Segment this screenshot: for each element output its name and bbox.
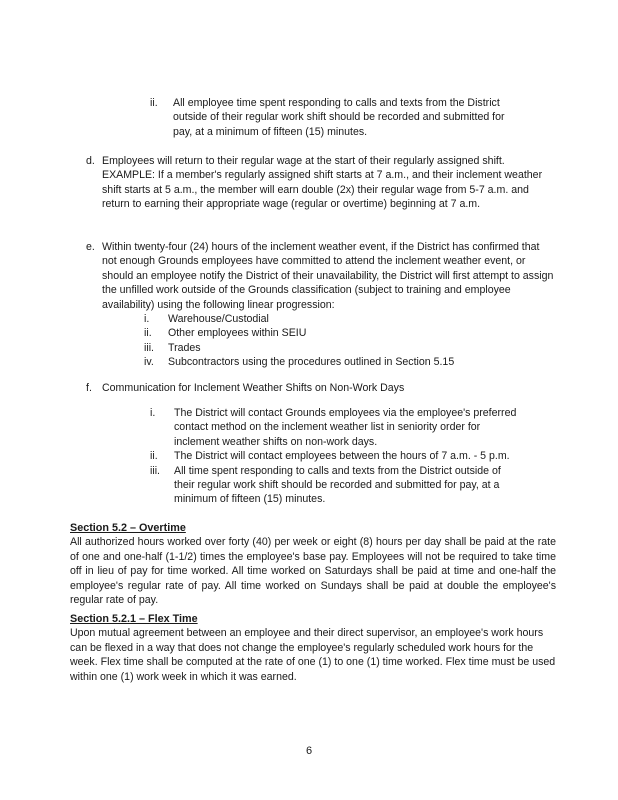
sub-list-marker: iv. bbox=[144, 356, 154, 369]
list-item-c-ii bbox=[150, 96, 522, 139]
section-body: Upon mutual agreement between an employee and their direct supervisor, an employee's work hours can be flexed in a way that does not change the employee's regularly scheduled work hours for the week. Flex time shall be computed at the rate of one (1) to one (1) time worked. Flex time must be used within one (1) work week in which it was earned. bbox=[70, 627, 556, 683]
section-title: Section 5.2.1 – Flex Time bbox=[70, 613, 198, 625]
list-item-text: All employee time spent responding to calls and texts from the District outside of their regular work shift should be recorded and submitted for pay, at a minimum of fifteen (15) minutes. bbox=[173, 97, 505, 138]
list-item-text: Within twenty-four (24) hours of the inclement weather event, if the District has confirmed that not enough Grounds employees have committed to attend the inclement weather event, or should an employee notify the District of their unavailability, the District will first attempt to assign the unfilled work outside of the Grounds classification (subject to training and employee availability) using the following linear progression: bbox=[102, 241, 554, 311]
list-marker: ii. bbox=[150, 97, 158, 109]
communication-sub-list bbox=[150, 406, 522, 507]
section-overtime bbox=[70, 521, 556, 607]
sub-list-text: Warehouse/Custodial bbox=[168, 313, 269, 326]
list-item-f bbox=[86, 381, 556, 395]
sub-list-item bbox=[144, 341, 556, 355]
list-marker: e. bbox=[86, 241, 95, 253]
section-title: Section 5.2 – Overtime bbox=[70, 522, 186, 534]
sub-list-item bbox=[150, 449, 522, 463]
sub-list-item bbox=[144, 355, 556, 369]
list-item-d bbox=[86, 154, 556, 212]
sub-list-item bbox=[150, 464, 522, 507]
list-item-text: Communication for Inclement Weather Shifts on Non-Work Days bbox=[102, 382, 405, 394]
sub-list-text: The District will contact Grounds employees via the employee's preferred contact method on the inclement weather list in seniority order for inclement weather shifts on non-work days. bbox=[174, 407, 517, 448]
page-number: 6 bbox=[305, 745, 313, 757]
sub-list-marker: iii. bbox=[150, 464, 161, 477]
list-item-text: Employees will return to their regular wage at the start of their regularly assigned shift. EXAMPLE: If a member's regularly assigned shift starts at 7 a.m., and their inclement weather shift starts at 5 a.m., the member will earn double (2x) their regular wage from 5-7 a.m. and return to earning their appropriate wage (regular or overtime) beginning at 7 a.m. bbox=[102, 155, 543, 211]
list-item-e bbox=[86, 240, 556, 370]
sub-list-marker: ii. bbox=[144, 327, 152, 340]
list-marker: d. bbox=[86, 155, 95, 167]
sub-list-text: Subcontractors using the procedures outlined in Section 5.15 bbox=[168, 356, 455, 369]
section-flex-time bbox=[70, 612, 556, 684]
section-body: All authorized hours worked over forty (40) per week or eight (8) hours per day shall be paid at the rate of one and one-half (1-1/2) times the employee's base pay. Employees will not be required to take time off in lieu of pay for time worked. All time worked on Saturdays shall be paid at time and one-half the employee's regular rate of pay. All time worked on Sundays shall be paid at double the employee's regular rate of pay. bbox=[70, 536, 556, 607]
sub-list-text: All time spent responding to calls and texts from the District outside of their regular work shift should be recorded and submitted for pay, at a minimum of fifteen (15) minutes. bbox=[174, 464, 501, 506]
sub-list-item bbox=[144, 312, 556, 326]
list-marker: f. bbox=[86, 382, 92, 394]
sub-list-text: The District will contact employees between the hours of 7 a.m. - 5 p.m. bbox=[174, 450, 510, 463]
sub-list-item bbox=[150, 406, 522, 449]
progression-list bbox=[144, 312, 556, 370]
sub-list-item bbox=[144, 326, 556, 340]
sub-list-marker: i. bbox=[150, 407, 156, 419]
sub-list-text: Other employees within SEIU bbox=[168, 327, 307, 340]
sub-list-marker: iii. bbox=[144, 341, 155, 354]
sub-list-marker: i. bbox=[144, 313, 150, 326]
sub-list-text: Trades bbox=[168, 341, 201, 354]
sub-list-marker: ii. bbox=[150, 450, 158, 463]
